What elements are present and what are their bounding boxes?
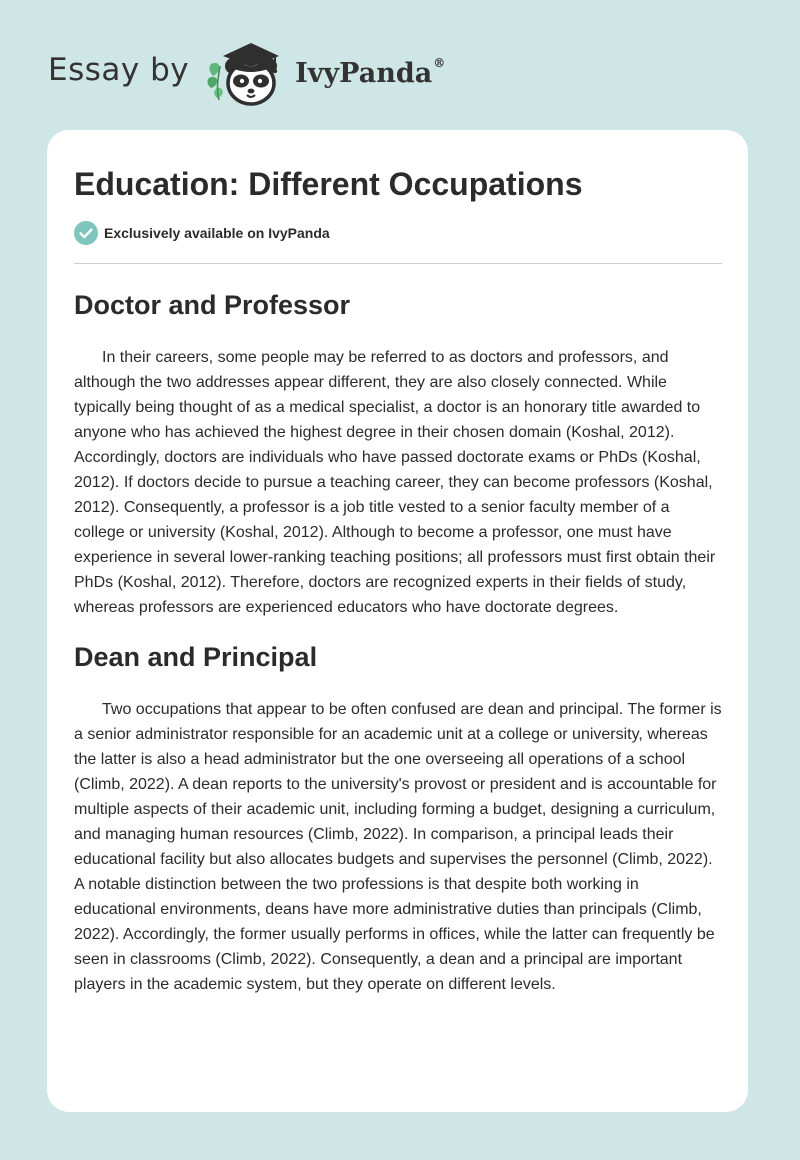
brand-header[interactable] (48, 36, 445, 108)
check-circle-icon (74, 221, 98, 245)
registered-mark: ® (433, 55, 446, 70)
brand-prefix: Essay by (48, 52, 190, 88)
exclusive-badge (74, 220, 722, 246)
exclusive-badge-label: Exclusively available on IvyPanda (104, 225, 330, 241)
panda-logo-icon (203, 36, 293, 108)
brand-name (295, 55, 446, 89)
brand-name-text: IvyPanda (295, 57, 433, 89)
divider (74, 263, 722, 264)
section-body-doctor-professor: In their careers, some people may be referred to as doctors and professors, and although the two addresses appear different, they are also closely connected. While typically being thought of as a medical specialist, a doctor is an honorary title awarded to anyone who has achieved the highest degree in their chosen domain (Koshal, 2012). Accordingly, doctors are individuals who have passed doctorate exams or PhDs (Koshal, 2012). If doctors decide to pursue a teaching career, they can become professors (Koshal, 2012). Consequently, a professor is a job title vested to a senior faculty member of a college or university (Koshal, 2012). Although to become a professor, one must have experience in several lower-ranking teaching positions; all professors must first obtain their PhDs (Koshal, 2012). Therefore, doctors are recognized experts in their fields of study, whereas professors are experienced educators who have doctorate degrees. (74, 349, 716, 616)
section-heading-doctor-professor: Doctor and Professor (74, 290, 351, 320)
page-title: Education: Different Occupations (74, 166, 583, 202)
section-body-dean-principal: Two occupations that appear to be often confused are dean and principal. The former is a senior administrator responsible for an academic unit at a college or university, whereas the latter is also a head administrator but the one overseeing all operations of a school (Climb, 2022). A dean reports to the university's provost or president and is accountable for multiple aspects of their academic unit, including forming a budget, designing a curriculum, and managing human resources (Climb, 2022). In comparison, a principal leads their educational facility but also allocates budgets and supervises the personnel (Climb, 2022). A notable distinction between the two professions is that despite both working in educational environments, deans have more administrative duties than principals (Climb, 2022). Accordingly, the former usually performs in offices, while the latter can frequently be seen in classrooms (Climb, 2022). Consequently, a dean and a principal are important players in the academic system, but they operate on different levels. (74, 701, 722, 993)
essay-card (47, 130, 748, 1112)
section-heading-dean-principal: Dean and Principal (74, 642, 318, 672)
